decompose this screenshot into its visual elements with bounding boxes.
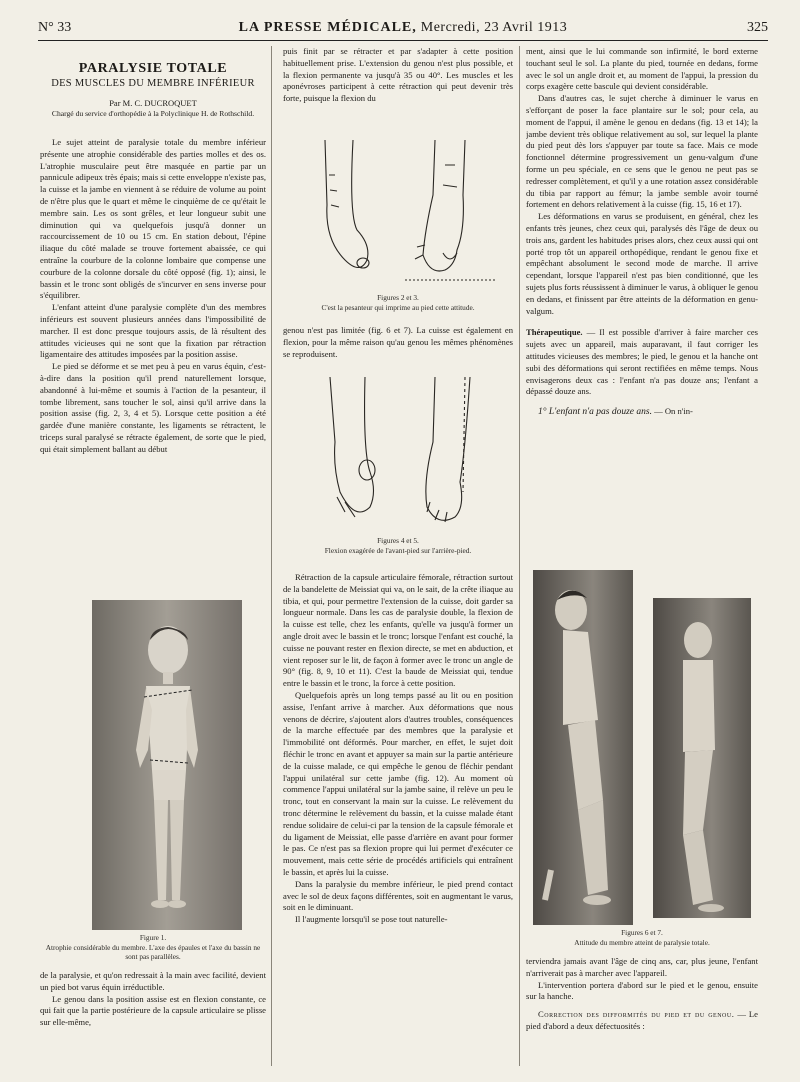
issue-number: N° 33	[38, 20, 72, 35]
column-1-top	[40, 46, 266, 594]
paragraph: L'enfant atteint d'une paralysie complète d'un des membres inférieurs est souvent plusieurs années dans l'impossibilité de marcher. Il est donc presque toujours assis, de là résultent des attitudes vicieuses qui ne sont que la fixation par rétraction ligamentaire des attitudes imposées par la position assise.	[40, 302, 266, 360]
paragraph: L'intervention portera d'abord sur le pied et le genou, ensuite sur la hanche.	[526, 979, 758, 1002]
column-1-bottom	[40, 970, 266, 1060]
figures-4-5-caption-title: Figures 4 et 5.	[377, 536, 419, 545]
running-header	[38, 18, 768, 41]
article-subtitle: DES MUSCLES DU MEMBRE INFÉRIEUR	[51, 78, 255, 89]
column-rule	[519, 46, 520, 1066]
figures-2-3-caption	[283, 293, 513, 312]
figure-1-photo	[92, 600, 242, 930]
paragraph: puis finit par se rétracter et par s'adapter à cette position habituellement prise. L'extension du genou n'est plus possible, et la flexion permanente va jusqu'à 35 ou 40°. Les muscles et les aponévroses participent à cette rétraction qui peut devenir très forte, puisque la flexion du	[283, 46, 513, 104]
column-2-top	[283, 46, 513, 130]
author-affiliation: Chargé du service d'orthopédie à la Polyclinique H. de Rothschild.	[51, 109, 255, 118]
figures-2-3-caption-text: C'est la pesanteur qui imprime au pied cette attitude.	[321, 302, 475, 312]
article-title: PARALYSIE TOTALE	[78, 61, 228, 76]
correction-paragraph	[526, 1009, 758, 1033]
article-byline: Par M. C. DUCROQUET	[109, 98, 197, 108]
figure-1-caption-title: Figure 1.	[139, 933, 167, 942]
column-2-bottom	[283, 572, 513, 1064]
therapy-paragraph	[526, 327, 758, 398]
figures-6-7-caption	[526, 928, 758, 947]
correction-text: — Le pied d'abord a deux défectuosités :	[526, 1009, 758, 1031]
figures-6-7-caption-text: Attitude du membre atteint de paralysie totale.	[574, 937, 710, 947]
therapy-text: — Il est possible d'arriver à faire marcher ces sujets avec un appareil, mais auparavant, il faut corriger les attitudes vicieuses des membres; le pied, le genou et la hanche ont subi des déformations qui seront rectifiées en même temps. Nous envisagerons deux cas : l'enfant n'a pas douze ans; l'enfant a dépassé douze ans.	[526, 327, 758, 397]
figure-1-caption-text: Atrophie considérable du membre. L'axe des épaules et l'axe du bassin ne sont pas parallèles.	[45, 942, 261, 961]
figures-2-3-drawing	[305, 135, 505, 290]
column-2-middle	[283, 325, 513, 373]
issue-date: Mercredi, 23 Avril 1913	[420, 20, 568, 35]
subsection-heading: 1° L'enfant n'a pas douze ans.	[538, 407, 652, 418]
subsection-line	[526, 406, 758, 419]
therapy-heading: Thérapeutique.	[526, 327, 583, 338]
journal-line	[38, 20, 768, 36]
correction-heading: Correction des difformités du pied et du genou.	[538, 1009, 735, 1020]
figures-4-5-caption-text: Flexion exagérée de l'avant-pied sur l'arrière-pied.	[324, 545, 472, 555]
paragraph: Le genou dans la position assise est en flexion constante, ce qui fait que la partie postérieure de la capsule articulaire se plisse sur elle-même,	[40, 993, 266, 1028]
subsection-tail: — On n'in-	[651, 406, 693, 417]
figures-4-5-drawing	[315, 372, 505, 532]
figures-2-3-caption-title: Figures 2 et 3.	[377, 293, 419, 302]
paragraph: Il l'augmente lorsqu'il se pose tout naturelle-	[295, 914, 448, 925]
paragraph: ment, ainsi que le lui commande son infirmité, le bord externe touchant seul le sol. La plante du pied, tournée en dedans, forme avec le sol un angle droit et, au moment de l'appui, la pression du corps exagère cette bascule qui devient considérable.	[526, 46, 758, 92]
column-3-bottom	[526, 956, 758, 1064]
paragraph: Le pied se déforme et se met peu à peu en varus équin, c'est-à-dire dans la position qu'il prend naturellement lorsque, abandonné à lui-même et soumis à l'action de la pesanteur, il tombe librement, sans toucher le sol, ainsi qu'il arrive dans la position assise (fig. 2, 3, 4 et 5). Lorsque cette position a été gardée d'une manière constante, les ligaments se rétractent, le triceps sural paralysé se rétracte également, de sorte que le pied, qui était simplement ballant au début	[40, 361, 266, 454]
figure-1-caption	[40, 933, 266, 962]
paragraph: Rétraction de la capsule articulaire fémorale, rétraction surtout de la bandelette de Meissiat qui va, on le sait, de la crête iliaque au tibia, et qui, pour permettre l'extension de la cuisse, doit garder sa longueur normale. Dans les cas de paralysie double, la flexion de la cuisse est telle, chez les enfants, qu'elle va jusqu'à former un angle droit avec le bassin et le tronc; lorsque l'enfant est couché, la cuisse ne pouvant rester en flexion directe, se met en abduction, et vient reposer sur le lit, de façon à former avec le tronc un angle de 90° (fig. 8, 9, 10 et 11). C'est la baude de Meissiat qui, tendue entre le bassin et le tronc, la force à cette position.	[283, 572, 513, 689]
column-rule	[271, 46, 272, 1066]
figures-6-7-caption-title: Figures 6 et 7.	[621, 928, 663, 937]
column-3-top	[526, 46, 758, 564]
paragraph: Le sujet atteint de paralysie totale du membre inférieur présente une atrophie considérable des parties molles et des os. L'atrophie musculaire peut être masquée en partie par un pannicule adipeux très épais; mais si cette enveloppe n'existe pas, la cuisse et la jambe en viennent à se réduire de volume au point de n'être plus que le quart et même le cinquième de ce qu'était le membre sain. Les os sont grêles, et leur longueur subit une diminution qui va quelquefois jusqu'à donner un raccourcissement de 10 ou 15 cm. En station debout, l'épine iliaque du côté malade se trouve fortement abaissée, ce qui entraîne la courbure de la colonne lombaire que compense une courbure de la colonne dorsale du côté opposé (fig. 1); ainsi, le bassin et le tronc sont obligés de s'incurver en sens inverse pour s'équilibrer.	[40, 137, 266, 301]
paragraph: de la paralysie, et qu'on redressait à la main avec facilité, devient un pied bot varus équin irréductible.	[40, 970, 266, 992]
paragraph: terviendra jamais avant l'âge de cinq ans, car, plus jeune, l'enfant n'arriverait pas à marcher avec l'appareil.	[526, 956, 758, 978]
paragraph: Les déformations en varus se produisent, en général, chez les enfants très jeunes, chez ceux qui, paralysés dès l'âge de deux ou trois ans, gardent les habitudes prises alors, chez ceux aussi qui ont porté trop tôt un appareil orthopédique, rendant le genou fixe et empêchant absolument le second mode de marche. Il arrive cependant, lorsque l'appareil n'est pas bien conditionné, que les sujets plus forts réussissent à diminuer le varus, à obliquer le genou en dedans, et finissent par être atteints de la déformation en genu-valgum.	[526, 211, 758, 316]
page-number: 325	[747, 20, 768, 35]
paragraph: genou n'est pas limitée (fig. 6 et 7). La cuisse est également en flexion, pour la même raison qu'au genou les mêmes phénomènes se reproduisent.	[283, 325, 513, 359]
paragraph: Dans d'autres cas, le sujet cherche à diminuer le varus en s'efforçant de poser la face plantaire sur le sol; pour cela, au moment de l'appui, il amène le genou en dedans (fig. 13 et 14); la jambe devient très oblique relativement au sol, sur lequel la plante du pied peut dès lors s'appuyer par toute sa face. Mais ce mode fonctionnel détermine progressivement un genu-valgum d'une forme un peu spéciale, en ce sens que le genou ne peut pas se redresser complètement, et qu'il y a une rotation assez considérable du tibia par rapport au fémur; la jambe semble avoir tourné fortement en dehors relativement à la cuisse (fig. 15, 16 et 17).	[526, 93, 758, 210]
figures-4-5-caption	[283, 536, 513, 555]
paragraph: Quelquefois après un long temps passé au lit ou en position assise, l'enfant arrive à marcher. Aux déformations que nous venons de décrire, s'ajoutent alors d'autres troubles, conséquences de la marche effectuée par des membres que la paralysie et l'immobilité ont déformés. Pour marcher, en effet, le sujet doit fléchir le tronc en avant et appuyer sa main sur la partie antérieure de la cuisse malade, ce qui empêche le genou de fléchir pendant l'appui unilatéral sur cette jambe (fig. 12). Au moment où commence l'appui unilatéral sur la jambe saine, il relève un peu le tronc, tout en conservant la main sur la cuisse. Le relèvement du tronc détermine le relèvement du bassin, et la cuisse malade étant rendue solidaire de celui-ci par la tension de la capsule fémorale et du ligament de Meissiat, elle passe d'arrière en avant pour former le pas. Ce n'est pas sa flexion propre qui lui permet d'exécuter ce mouvement, mais cette série de procédés artificiels qui entraînent le bassin, et après lui la cuisse.	[283, 689, 513, 877]
figures-6-7-photos	[533, 570, 755, 925]
journal-name: LA PRESSE MÉDICALE,	[238, 20, 417, 35]
paragraph: Dans la paralysie du membre inférieur, le pied prend contact avec le sol de deux façons différentes, soit en augmentant le varus, soit en le diminuant.	[283, 878, 513, 913]
